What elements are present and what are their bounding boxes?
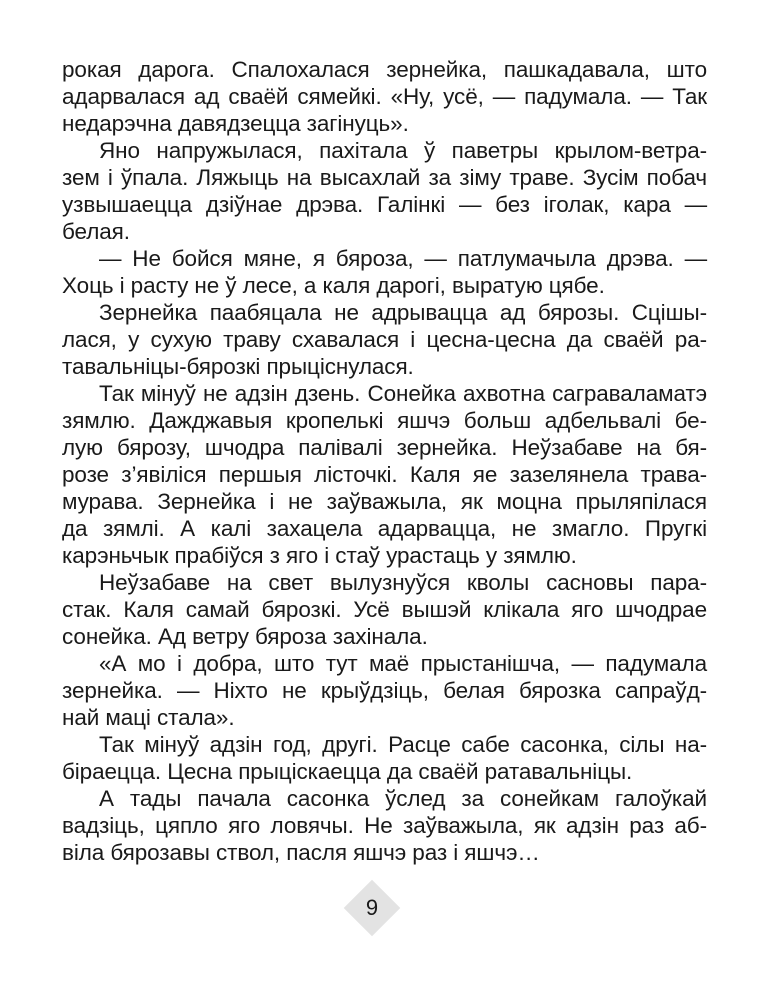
text-line: Зернейка паабяцала не адрывацца ад бярозы. Сцішы- [99,300,707,325]
text-line: адарвалася ад сваёй сямейкі. «Ну, усё, — падумала. — Так [62,84,707,109]
text-line: мурава. Зернейка і не заўважыла, як моцна прыляпілася [62,489,707,514]
text-line: зямлю. Дажджавыя кропелькі яшчэ больш адбельвалі бе- [62,408,707,433]
text-line: стак. Каля самай бярозкі. Усё вышэй клікала яго шчодрае [62,597,707,622]
text-line: «А мо і добра, што тут маё прыстанішча, — падумала [99,651,707,676]
text-line: вадзіць, цяпло яго ловячы. Не заўважыла, як адзін раз аб- [62,813,707,838]
text-line: рокая дарога. Спалохалася зернейка, пашкадавала, што [62,57,707,82]
text-line: Яно напружылася, пахітала ў паветры крылом-ветра- [99,138,707,163]
text-line: зернейка. — Ніхто не крыўдзіць, белая бярозка сапраўд- [62,678,707,703]
text-line: лася, у сухую траву схавалася і цесна-цесна да сваёй ра- [62,327,707,352]
text-line: Неўзабаве на свет вылузнуўся кволы сасновы пара- [99,570,707,595]
page-number: 9 [365,895,379,920]
text-line: Хоць і расту не ў лесе, а каля дарогі, выратую цябе. [62,273,605,298]
text-line: узвышаецца дзіўнае дрэва. Галінкі — без іголак, кара — [62,192,707,217]
text-line: недарэчна давядзецца загінуць». [62,111,409,136]
text-line: А тады пачала сасонка ўслед за сонейкам галоўкай [99,786,707,811]
text-line: зем і ўпала. Ляжыць на высахлай за зіму траве. Зусім побач [62,165,707,190]
text-line: розе з’явіліся першыя лісточкі. Каля яе зазелянела трава- [62,462,707,487]
text-line: сонейка. Ад ветру бяроза захінала. [62,624,428,649]
body-text [62,56,707,866]
text-line: тавальніцы-бярозкі прыціснулася. [62,354,414,379]
text-line: лую бярозу, шчодра палівалі зернейка. Неўзабаве на бя- [62,435,707,460]
text-line: — Не бойся мяне, я бяроза, — патлумачыла дрэва. — [99,246,707,271]
text-line: Так мінуў адзін год, другі. Расце сабе сасонка, сілы на- [99,732,707,757]
text-line: най маці стала». [62,705,235,730]
text-line: карэньчык прабіўся з яго і стаў урастаць у зямлю. [62,543,577,568]
text-line: Так мінуў не адзін дзень. Сонейка ахвотна саграваламатэ [99,381,707,406]
text-line: віла бярозавы ствол, пасля яшчэ раз і яшчэ… [62,840,540,865]
text-line: біраецца. Цесна прыціскаецца да сваёй ратавальніцы. [62,759,633,784]
text-line: да зямлі. А калі захацела адарвацца, не змагло. Пругкі [62,516,707,541]
text-line: белая. [62,219,130,244]
